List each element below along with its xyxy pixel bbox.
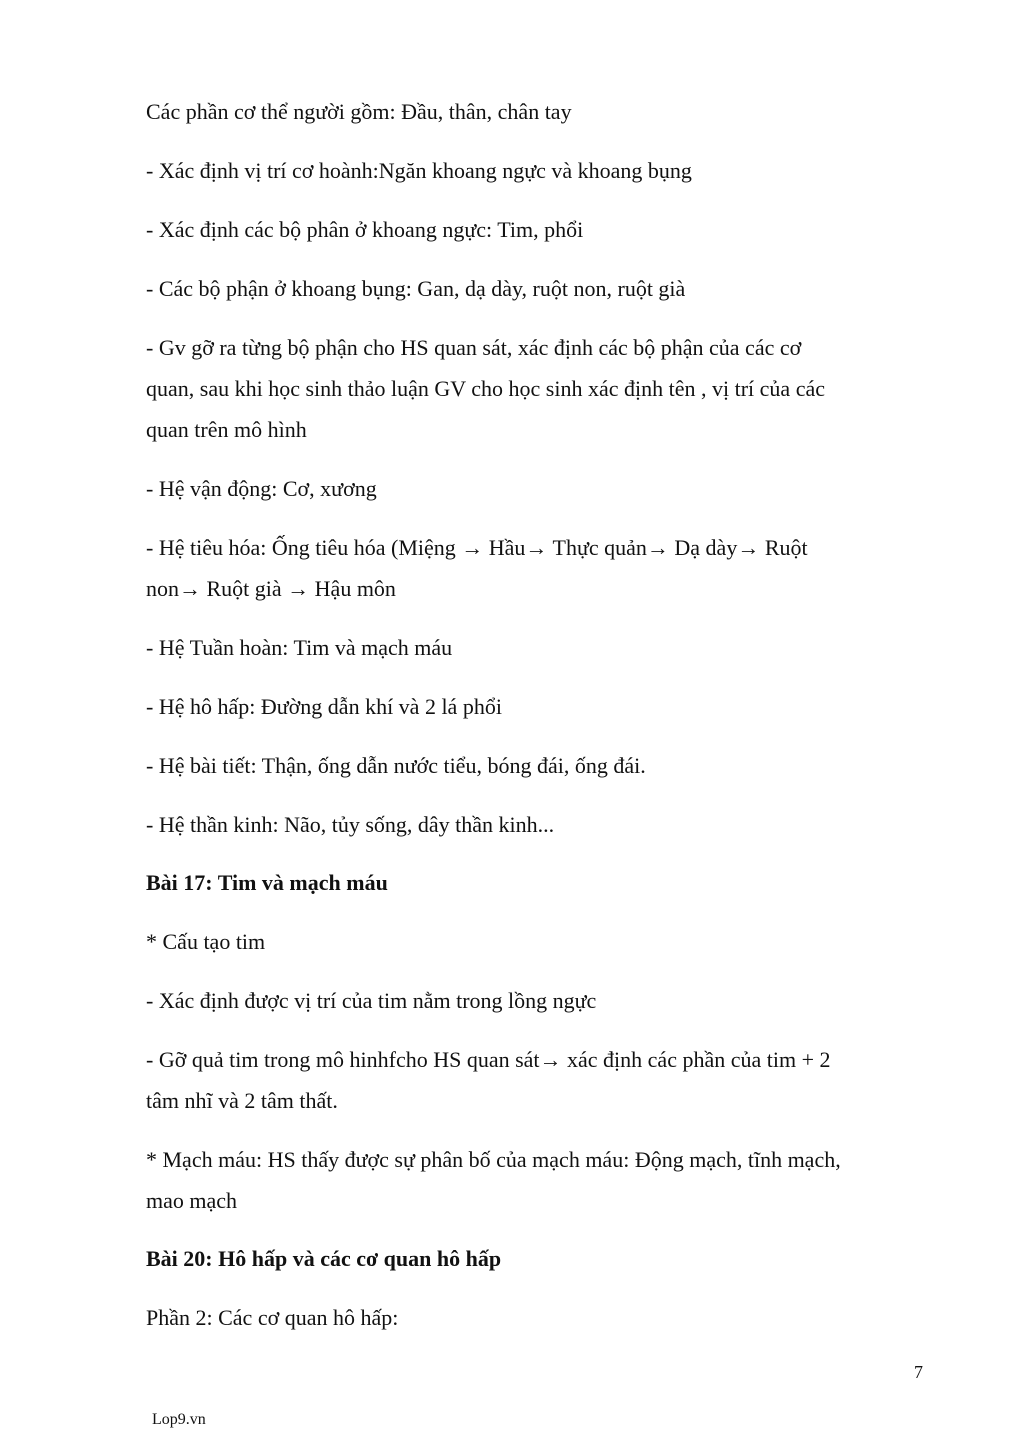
page-number: 7	[914, 1362, 923, 1382]
text-line: * Cấu tạo tim	[146, 929, 266, 954]
text-line: Phần 2: Các cơ quan hô hấp:	[146, 1305, 399, 1330]
text-line: - Xác định được vị trí của tim nằm trong lồng ngực	[146, 988, 597, 1013]
text-line: - Hệ tiêu hóa: Ống tiêu hóa (Miệng → Hầu→ Thực quản→ Dạ dày→ Ruột	[146, 535, 808, 560]
text-line: - Hệ hô hấp: Đường dẫn khí và 2 lá phổi	[146, 694, 502, 719]
text-line: quan trên mô hình	[146, 417, 307, 442]
section-heading: Bài 20: Hô hấp và các cơ quan hô hấp	[146, 1246, 502, 1271]
text-line: * Mạch máu: HS thấy được sự phân bố của mạch máu: Động mạch, tĩnh mạch,	[146, 1147, 841, 1172]
text-line: - Gv gỡ ra từng bộ phận cho HS quan sát, xác định các bộ phận của các cơ	[146, 335, 802, 360]
text-line: non→ Ruột già → Hậu môn	[146, 576, 396, 601]
text-line: - Gỡ quả tim trong mô hinhfcho HS quan sát→ xác định các phần của tim + 2	[146, 1047, 831, 1072]
text-line: - Hệ vận động: Cơ, xương	[146, 476, 377, 501]
text-line: - Xác định các bộ phân ở khoang ngực: Tim, phổi	[146, 217, 584, 242]
text-line: Các phần cơ thể người gồm: Đầu, thân, chân tay	[146, 99, 572, 124]
text-line: mao mạch	[146, 1188, 238, 1213]
text-line: - Hệ bài tiết: Thận, ống dẫn nước tiểu, bóng đái, ống đái.	[146, 753, 646, 778]
text-line: quan, sau khi học sinh thảo luận GV cho học sinh xác định tên , vị trí của các	[146, 376, 825, 401]
text-line: - Hệ thần kinh: Não, tủy sống, dây thần kinh...	[146, 812, 555, 837]
text-line: - Hệ Tuần hoàn: Tim và mạch máu	[146, 635, 453, 660]
text-line: - Các bộ phận ở khoang bụng: Gan, dạ dày, ruột non, ruột già	[146, 276, 686, 301]
footer-source: Lop9.vn	[152, 1411, 206, 1428]
text-line: tâm nhĩ và 2 tâm thất.	[146, 1088, 338, 1113]
text-line: - Xác định vị trí cơ hoành:Ngăn khoang ngực và khoang bụng	[146, 158, 692, 183]
section-heading: Bài 17: Tim và mạch máu	[146, 870, 388, 895]
